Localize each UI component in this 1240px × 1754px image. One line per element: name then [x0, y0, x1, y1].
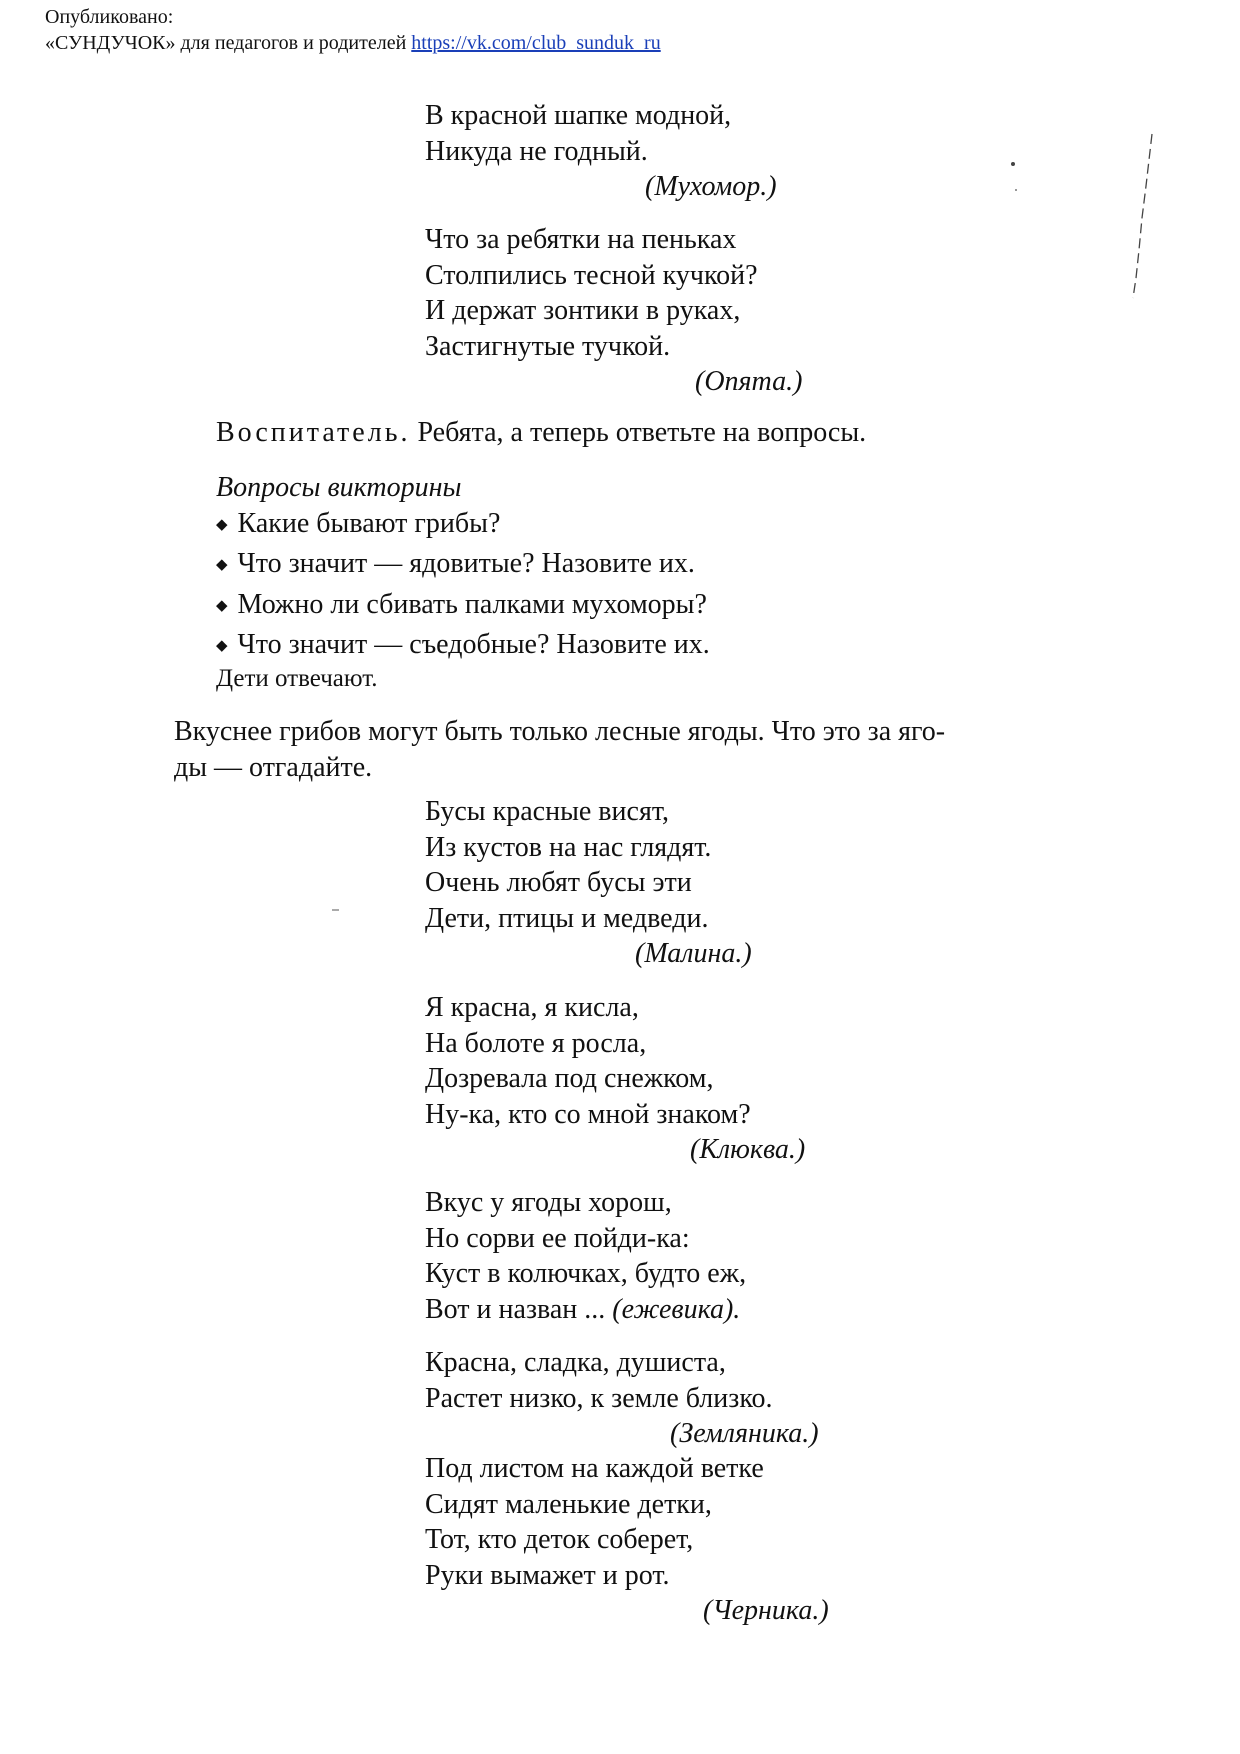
riddle-answer: (Клюква.)	[690, 1134, 806, 1165]
riddle-klyukva	[425, 990, 805, 1168]
riddle-line: Растет низко, к земле близко.	[425, 1382, 773, 1414]
published-label: Опубликовано:	[45, 6, 174, 28]
question-text: Что значит — ядовитые? Назовите их.	[237, 548, 695, 579]
riddle-answer: (ежевика).	[612, 1293, 741, 1325]
source-link[interactable]: https://vk.com/club_sunduk_ru	[411, 32, 661, 54]
question-text: Можно ли сбивать палками мухоморы?	[237, 588, 707, 620]
riddle-line: Застигнутые тучкой.	[425, 330, 671, 362]
riddle-ezhevika	[425, 1185, 746, 1327]
riddle-zemlyanika	[425, 1345, 819, 1452]
riddle-line: Ну-ка, кто со мной знаком?	[425, 1098, 751, 1130]
quiz-title: Вопросы викторины	[216, 472, 462, 503]
teacher-text: Ребята, а теперь ответьте на вопросы.	[417, 417, 867, 448]
riddle-malina	[425, 794, 752, 972]
riddle-answer: (Земляника.)	[670, 1418, 819, 1449]
riddle-answer: (Опята.)	[695, 366, 803, 397]
riddle-line: Вкус у ягоды хорош,	[425, 1187, 672, 1218]
riddle-line: Красна, сладка, душиста,	[425, 1347, 726, 1378]
intro-line: Вкуснее грибов могут быть только лесные ягоды. Что это за яго-	[174, 716, 946, 747]
riddle-line: На болоте я росла,	[425, 1027, 647, 1059]
riddle-opyata	[425, 222, 802, 400]
riddle-line: Столпились тесной кучкой?	[425, 259, 758, 291]
riddle-line: Никуда не годный.	[425, 135, 648, 167]
riddle-line: Куст в колючках, будто еж,	[425, 1258, 747, 1289]
diamond-bullet-icon: ◆	[216, 638, 228, 654]
riddle-line: Дети, птицы и медведи.	[425, 902, 709, 934]
riddle-answer: (Мухомор.)	[645, 171, 777, 202]
riddle-line: Тот, кто деток соберет,	[425, 1524, 694, 1555]
list-item	[216, 506, 710, 547]
quiz-section	[216, 470, 710, 668]
list-item	[216, 587, 710, 628]
list-item	[216, 546, 710, 587]
riddle-line: Руки вымажет и рот.	[425, 1559, 670, 1591]
riddle-answer: (Черника.)	[703, 1595, 829, 1626]
question-text: Что значит — съедобные? Назовите их.	[237, 629, 710, 660]
teacher-line	[216, 415, 866, 451]
diamond-bullet-icon: ◆	[216, 557, 228, 573]
speaker-label: Воспитатель.	[216, 417, 411, 448]
list-item	[216, 627, 710, 668]
riddle-line: Из кустов на нас глядят.	[425, 831, 712, 863]
riddle-line	[425, 1292, 746, 1328]
diamond-bullet-icon: ◆	[216, 516, 228, 533]
scan-speck	[330, 905, 350, 915]
children-answer: Дети отвечают.	[216, 665, 378, 692]
riddle-answer: (Малина.)	[635, 938, 752, 969]
riddle-chernika	[425, 1451, 829, 1629]
question-text: Какие бывают грибы?	[237, 507, 501, 539]
riddle-line: Сидят маленькие детки,	[425, 1488, 712, 1520]
riddle-line-text: Вот и назван ...	[425, 1293, 606, 1325]
riddle-line: В красной шапке модной,	[425, 100, 732, 131]
riddle-line: Под листом на каждой ветке	[425, 1453, 764, 1484]
riddle-line: Но сорви ее пойди-ка:	[425, 1222, 690, 1254]
riddle-mukhomor	[425, 98, 777, 205]
source-line	[45, 30, 661, 56]
riddle-line: Очень любят бусы эти	[425, 867, 692, 898]
riddle-line: Я красна, я кисла,	[425, 992, 639, 1023]
diamond-bullet-icon: ◆	[216, 597, 228, 614]
scan-artifact-marks	[1000, 120, 1180, 370]
source-text: «СУНДУЧОК» для педагогов и родителей	[45, 32, 407, 54]
berries-intro	[174, 714, 945, 785]
riddle-line: Бусы красные висят,	[425, 796, 669, 827]
riddle-line: Что за ребятки на пеньках	[425, 224, 737, 255]
riddle-line: И держат зонтики в руках,	[425, 295, 741, 326]
publication-header	[45, 4, 661, 56]
quiz-questions	[216, 506, 710, 668]
riddle-line: Дозревала под снежком,	[425, 1063, 714, 1094]
intro-line: ды — отгадайте.	[174, 751, 373, 783]
